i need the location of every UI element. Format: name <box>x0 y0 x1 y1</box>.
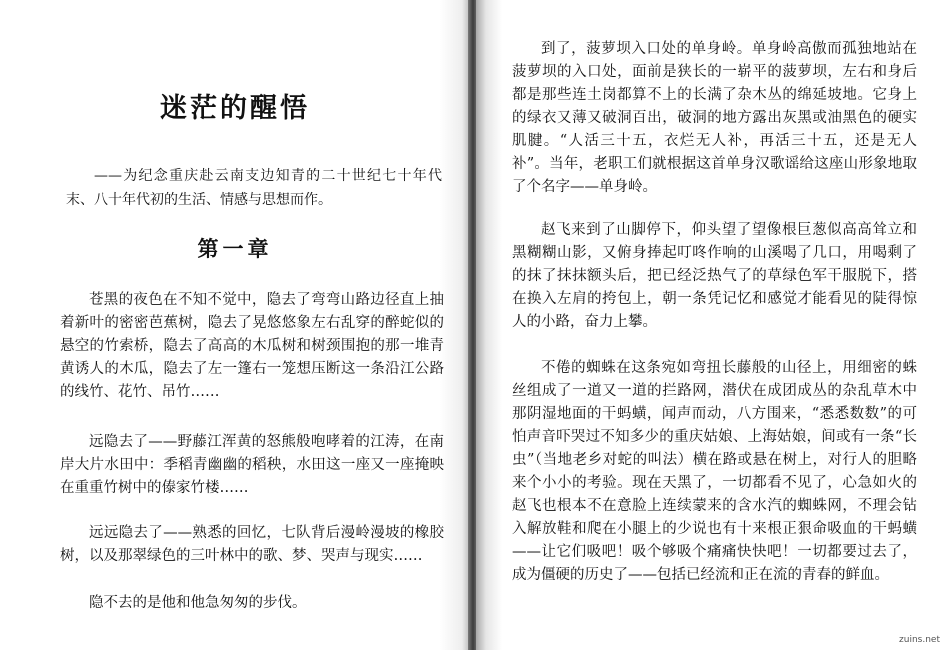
left-page <box>0 0 470 650</box>
paragraph: 隐不去的是他和他急匆匆的步伐。 <box>89 595 307 611</box>
paragraph: 不倦的蜘蛛在这条宛如弯扭长藤般的山径上，用细密的蛛丝组成了一道又一道的拦路网，潜伏在成团成丛的杂乱草木中那阴湿地面的干蚂蟥，闻声而动，八方围来，“悉悉数数”的可怕声音吓哭过不知多少的重庆姑娘、上海姑娘，间或有一条“长虫”（当地老乡对蛇的叫法）横在路或悬在树上，对行人的胆略来个小小的考验。现在天黑了，一切都看不见了，心急如火的赵飞也根本不在意脸上连续蒙来的含水汽的蜘蛛网，不理会钻入解放鞋和爬在小腿上的少说也有十来根正狠命吸血的干蚂蟥——让它们吸吧！吸个够吸个痛痛快快吧！一切都要过去了，成为僵硬的历史了——包括已经流和正在流的青春的鲜血。 <box>512 360 917 583</box>
right-page <box>476 0 950 650</box>
paragraph: 远远隐去了——熟悉的回忆，七队背后漫岭漫坡的橡胶树，以及那翠绿色的三叶林中的歌、梦、哭声与现实…… <box>60 525 444 564</box>
watermark: zuins.net <box>899 635 940 645</box>
dedication-text: ——为纪念重庆赴云南支边知青的二十世纪七十年代末、八十年代初的生活、情感与思想而作。 <box>66 168 442 208</box>
paragraph: 远隐去了——野藤江浑黄的怒熊般咆哮着的江涛，在南岸大片水田中：季稻青幽幽的稻秧，水田这一座又一座掩映在重重竹树中的傣家竹楼…… <box>60 434 444 496</box>
paragraph: 到了，菠萝坝入口处的单身岭。单身岭高傲而孤独地站在菠萝坝的入口处，面前是狭长的一崭平的菠萝坝，左右和身后都是那些连土岗都算不上的长满了杂木丛的绵延坡地。它身上的绿衣又薄又破洞百出，破洞的地方露出灰黑或油黑色的硬实肌腱。“人活三十五，衣烂无人补，再活三十五，还是无人补”。当年，老职工们就根据这首单身汉歌谣给这座山形象地取了个名字——单身岭。 <box>512 41 917 195</box>
paragraph: 赵飞来到了山脚停下，仰头望了望像根巨葱似高高耸立和黑糊糊山影，又俯身捧起叮咚作响的山溪喝了几口，用喝剩了的抹了抹抹额头后，把已经泛热气了的草绿色军干服脱下，搭在换入左肩的挎包上，朝一条凭记忆和感觉才能看见的陡得惊人的小路，奋力上攀。 <box>512 222 917 330</box>
paragraph: 苍黑的夜色在不知不觉中，隐去了弯弯山路边径直上抽着新叶的密密芭蕉树，隐去了晃悠悠象左右乱穿的醉蛇似的悬空的竹索桥，隐去了高高的木瓜树和树颈围抱的那一堆青黄诱人的木瓜，隐去了左一篷右一笼想压断这一条沿江公路的线竹、花竹、吊竹…… <box>60 292 444 400</box>
chapter-heading: 第一章 <box>197 236 273 261</box>
book-title: 迷茫的醒悟 <box>160 93 310 124</box>
